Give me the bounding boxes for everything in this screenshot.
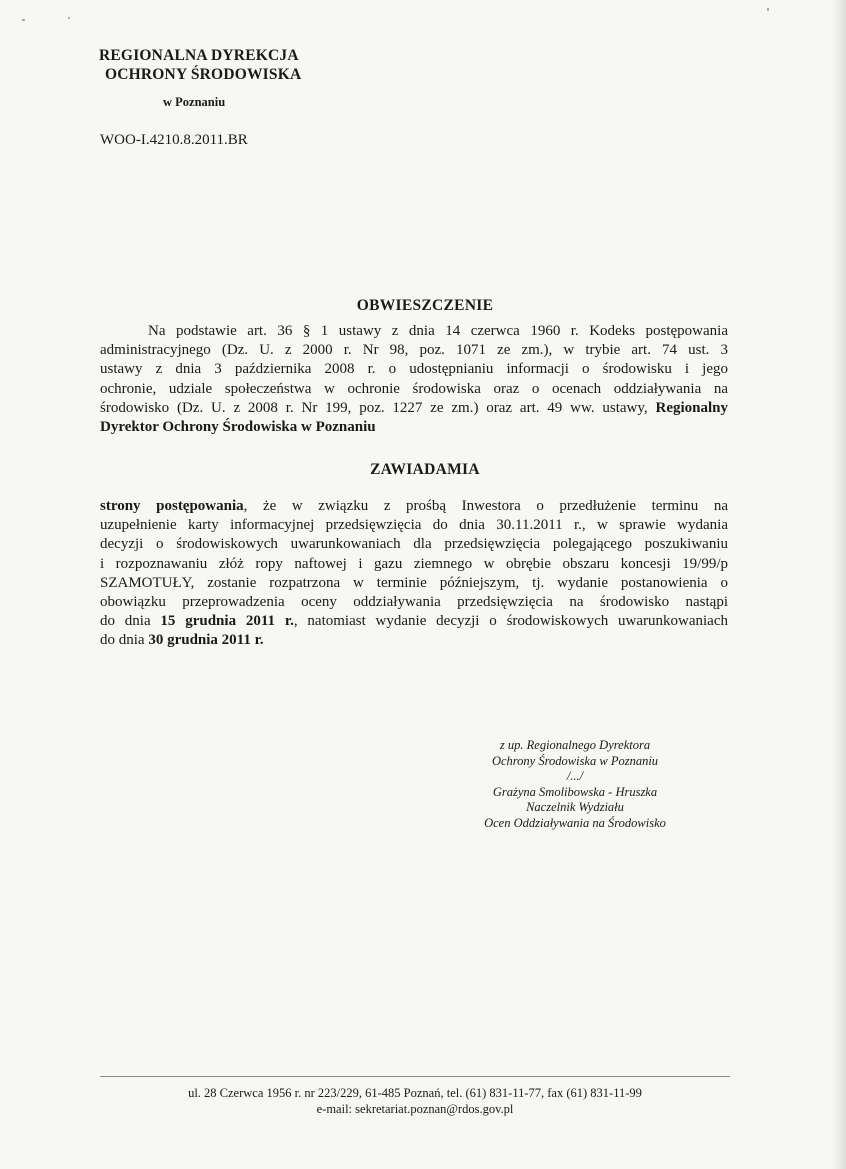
- announcement-paragraph: [100, 322, 728, 437]
- notice-paragraph: [100, 497, 728, 651]
- paragraph-text: do dnia: [100, 632, 149, 649]
- signature-line: Ochrony Środowiska w Poznaniu: [491, 753, 659, 768]
- paragraph-text: , natomiast wydanie decyzji o środowiskowych uwarunkowaniach: [293, 613, 728, 630]
- signature-line: z up. Regionalnego Dyrektora: [499, 738, 651, 752]
- signature-line: /.../: [566, 769, 584, 784]
- paragraph-line: uzupełnienie karty informacyjnej przedsięwzięcia do dnia 30.11.2011 r., w sprawie wydania: [100, 517, 728, 534]
- paragraph-line: obowiązku przeprowadzenia oceny oddziaływania przedsięwzięcia na środowisko nastąpi: [100, 593, 728, 610]
- issuer-name-line1: REGIONALNA DYREKCJA: [99, 47, 299, 64]
- issuer-city: w Poznaniu: [163, 95, 226, 109]
- paragraph-bold-text: strony postępowania: [100, 498, 244, 514]
- signatory-department: Ocen Oddziaływania na Środowisko: [484, 815, 666, 830]
- paragraph-line: [100, 399, 728, 418]
- issuer-name-line2: OCHRONY ŚRODOWISKA: [105, 66, 302, 83]
- footer-contact: [100, 1086, 730, 1117]
- paragraph-text: do dnia: [100, 613, 161, 630]
- footer-email: e-mail: sekretariat.poznan@rdos.gov.pl: [316, 1101, 514, 1116]
- paragraph-bold-text: 30 grudnia 2011 r.: [148, 632, 264, 649]
- paragraph-line: administracyjnego (Dz. U. z 2000 r. Nr 98, poz. 1071 ze zm.), w trybie art. 74 ust. 3: [100, 342, 728, 359]
- paragraph-line: [100, 631, 728, 650]
- paragraph-line: ochronie, udziale społeczeństwa w ochronie środowiska oraz o ocenach oddziaływania na: [100, 380, 728, 397]
- signatory-position: Naczelnik Wydziału: [526, 800, 624, 815]
- paragraph-line: [100, 497, 728, 516]
- document-title: OBWIESZCZENIE: [356, 297, 494, 314]
- scan-speck: [68, 17, 70, 19]
- paragraph-text: , że w związku z prośbą Inwestora o przedłużenie terminu na: [243, 498, 728, 514]
- paragraph-line: i rozpoznawaniu złóż ropy naftowej i gazu ziemnego w obrębie obszaru koncesji 19/99/p: [100, 555, 728, 572]
- paragraph-bold-text: 15 grudnia 2011 r.: [160, 613, 294, 630]
- scan-speck: [767, 8, 769, 11]
- scan-edge-shadow: [832, 0, 846, 1169]
- paragraph-line: [100, 612, 728, 631]
- signature-block: [440, 738, 710, 832]
- paragraph-line: [100, 418, 728, 437]
- signatory-name: Grażyna Smolibowska - Hruszka: [492, 784, 658, 799]
- paragraph-line: ustawy z dnia 3 października 2008 r. o udostępnianiu informacji o środowisku i jego: [100, 361, 728, 378]
- scan-speck: [22, 19, 25, 21]
- reference-number: WOO-I.4210.8.2011.BR: [100, 132, 248, 148]
- footer-divider: [100, 1076, 730, 1077]
- paragraph-line: Na podstawie art. 36 § 1 ustawy z dnia 14 czerwca 1960 r. Kodeks postępowania: [148, 323, 728, 339]
- paragraph-bold-text: Dyrektor Ochrony Środowiska w Poznaniu: [100, 418, 376, 435]
- issuer-header: [99, 46, 339, 84]
- paragraph-bold-text: Regionalny: [655, 399, 728, 416]
- notice-title: ZAWIADAMIA: [370, 461, 480, 478]
- paragraph-line: SZAMOTUŁY, zostanie rozpatrzona w terminie późniejszym, tj. wydanie postanowienia o: [100, 574, 728, 591]
- paragraph-text: środowisko (Dz. U. z 2008 r. Nr 199, poz. 1227 ze zm.) oraz art. 49 ww. ustawy,: [100, 399, 656, 416]
- paragraph-line: decyzji o środowiskowych uwarunkowaniach dla przedsięwzięcia polegającego poszukiwaniu: [100, 536, 728, 553]
- footer-address: ul. 28 Czerwca 1956 r. nr 223/229, 61-485 Poznań, tel. (61) 831-11-77, fax (61) 831-11-99: [188, 1086, 642, 1100]
